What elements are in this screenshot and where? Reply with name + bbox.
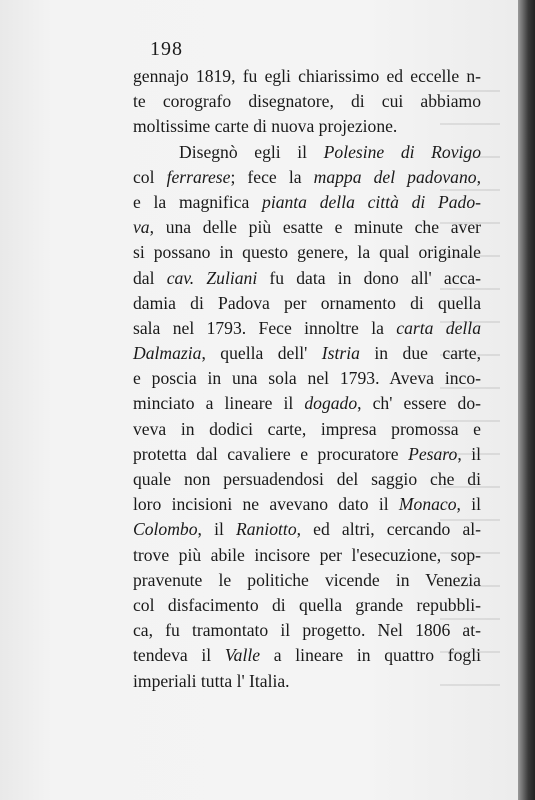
text-run: , ch' essere do-: [357, 393, 481, 414]
text-run: imperiali tutta l' Italia.: [133, 670, 290, 691]
text-run: e la magnifica: [133, 191, 263, 212]
text-run: protetta dal cavaliere e procuratore: [133, 443, 409, 464]
text-line: [133, 89, 481, 114]
text-line: [133, 517, 481, 542]
text-run: trove più abile incisore per l'esecuzione, sop-: [133, 544, 481, 565]
body-text: [133, 64, 481, 694]
text-run: damia di Padova per ornamento di quella: [133, 292, 481, 313]
text-run: loro incisioni ne avevano dato il: [133, 494, 399, 515]
text-line: [133, 266, 481, 291]
text-line: [133, 467, 481, 492]
italic-text: Raniotto: [236, 519, 297, 540]
text-line: [133, 341, 481, 366]
text-run: pravenute le politiche vicende in Venezia: [133, 569, 481, 590]
italic-text: Dalmazia: [133, 343, 202, 364]
text-run: , il: [197, 519, 237, 540]
italic-text: Istria: [321, 343, 360, 364]
text-line: [133, 593, 481, 618]
text-run: moltissime carte di nuova projezione.: [133, 116, 398, 137]
text-run: col disfacimento di quella grande repubbli-: [133, 594, 481, 615]
italic-text: Polesine di Rovigo: [323, 141, 481, 162]
text-line: [133, 291, 481, 316]
page-number: 198: [150, 38, 183, 60]
italic-text: va: [133, 217, 150, 238]
text-run: sala nel 1793. Fece innoltre la: [133, 317, 397, 338]
italic-text: cav. Zuliani: [166, 267, 258, 288]
text-run: gennajo 1819, fu egli chiarissimo ed eccelle n-: [133, 66, 481, 86]
text-run: ca, fu tramontato il progetto. Nel 1806 at-: [133, 620, 481, 641]
text-line: [133, 568, 481, 593]
text-run: , il: [456, 494, 481, 515]
italic-text: pianta della città di Pado-: [262, 191, 481, 212]
text-line: [133, 618, 481, 643]
text-line: [133, 140, 481, 165]
text-run: tendeva il: [133, 645, 225, 666]
text-run: si possano in questo genere, la qual originale: [133, 242, 481, 263]
text-run: col: [133, 166, 167, 187]
italic-text: Colombo: [133, 519, 198, 540]
text-run: quale non persuadendosi del saggio che di: [133, 469, 481, 489]
text-run: , ed altri, cercando al-: [296, 519, 481, 540]
page-edge: [518, 0, 535, 800]
text-run: , il: [457, 443, 481, 464]
text-run: veva in dodici carte, impresa promossa e: [133, 418, 481, 439]
italic-text: Monaco: [398, 494, 457, 515]
text-line: [133, 669, 481, 694]
text-line: [133, 240, 481, 265]
text-line: [133, 114, 481, 139]
italic-text: ferrarese: [166, 166, 231, 187]
text-run: , quella dell': [201, 343, 322, 364]
text-run: minciato a lineare il: [133, 393, 305, 414]
text-run: , una delle più esatte e minute che aver: [149, 217, 481, 238]
text-run: dal: [133, 267, 167, 288]
text-run: ; fece la: [230, 166, 314, 187]
italic-text: mappa del padovano: [313, 166, 477, 187]
text-line: [133, 442, 481, 467]
text-run: e poscia in una sola nel 1793. Aveva inco-: [133, 368, 481, 389]
text-run: te corografo disegnatore, di cui abbiamo: [133, 91, 481, 112]
text-run: Disegnò egli il: [179, 141, 324, 162]
italic-text: Valle: [224, 645, 261, 666]
text-line: [133, 366, 481, 391]
text-line: [133, 190, 481, 215]
text-line: [133, 316, 481, 341]
text-line: [133, 391, 481, 416]
text-line: [133, 543, 481, 568]
italic-text: carta della: [396, 317, 481, 338]
italic-text: dogado: [304, 393, 358, 414]
text-run: in due carte,: [359, 343, 482, 364]
text-line: [133, 643, 481, 668]
text-line: [133, 165, 481, 190]
text-line: [133, 417, 481, 442]
text-line: [133, 492, 481, 517]
italic-text: Pesaro: [408, 443, 458, 464]
text-run: ,: [476, 166, 481, 187]
text-line: [133, 215, 481, 240]
text-run: fu data in dono all' acca-: [257, 267, 481, 288]
text-run: a lineare in quattro fogli: [260, 645, 481, 666]
text-line: [133, 64, 481, 89]
